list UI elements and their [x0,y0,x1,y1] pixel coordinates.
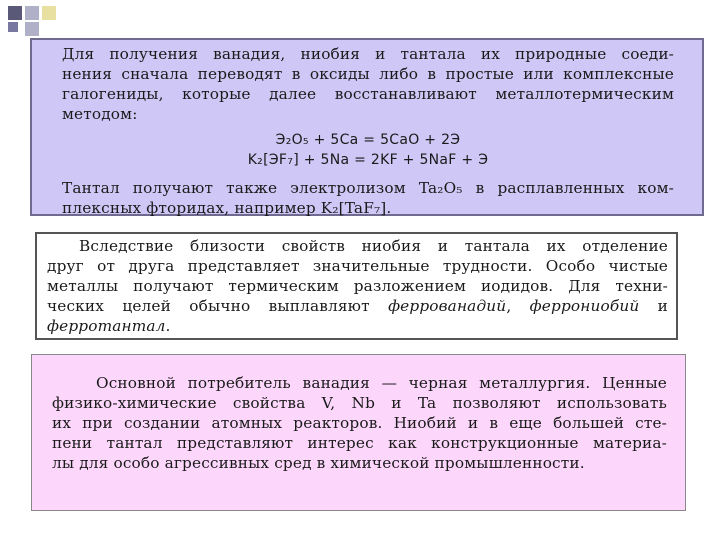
text-fragment: . [165,317,171,335]
text-fragment: и [639,297,668,315]
term-ferrovanadium: феррованадий [388,297,507,315]
text-line: пени тантал представляют интерес как конструкционные материа- [52,434,667,452]
text-line: Для получения ванадия, ниобия и тантала их природные соеди- [62,45,674,63]
text-line [47,296,668,316]
text-line: Вследствие близости свойств ниобия и тантала их отделение [79,237,668,255]
deco-square-light [25,6,39,20]
deco-square-light [25,22,39,36]
deco-square-dark [8,6,22,20]
text-panel-separation [35,232,678,340]
deco-square-dark [8,22,18,32]
text-line: методом: [62,105,138,123]
text-line: их при создании атомных реакторов. Ниобий и в еще большей сте- [52,414,667,432]
text-fragment: ческих целей обычно выплавляют [47,297,389,315]
deco-square-yellow [42,6,56,20]
text-panel-production [30,38,704,216]
text-line: плексных фторидах, например K₂[TaF₇]. [62,199,392,217]
text-line: друг от друга представляет значительные трудности. Особо чистые [47,257,668,275]
decorative-squares [0,0,120,40]
text-line [47,316,668,336]
text-line: галогениды, которые далее восстанавливают металлотермическим [62,85,674,103]
text-panel-applications [31,354,686,511]
equation-calcium: Э₂O₅ + 5Ca = 5CaO + 2Э [275,132,461,148]
text-fragment: , [506,297,530,315]
text-line: лы для особо агрессивных сред в химической промышленности. [52,454,585,472]
text-line: Тантал получают также электролизом Ta₂O₅ в расплавленных ком- [62,179,674,197]
text-line: нения сначала переводят в оксиды либо в простые или комплексные [62,65,674,83]
text-line: физико-химические свойства V, Nb и Ta позволяют использовать [52,394,667,412]
equation-sodium: K₂[ЭF₇] + 5Na = 2KF + 5NaF + Э [247,152,489,168]
term-ferroniobium: феррониобий [529,297,640,315]
text-line: Основной потребитель ванадия — черная металлургия. Ценные [96,374,667,392]
term-ferrotantalum: ферротантал [47,317,166,335]
text-line: металлы получают термическим разложением иодидов. Для техни- [47,277,668,295]
